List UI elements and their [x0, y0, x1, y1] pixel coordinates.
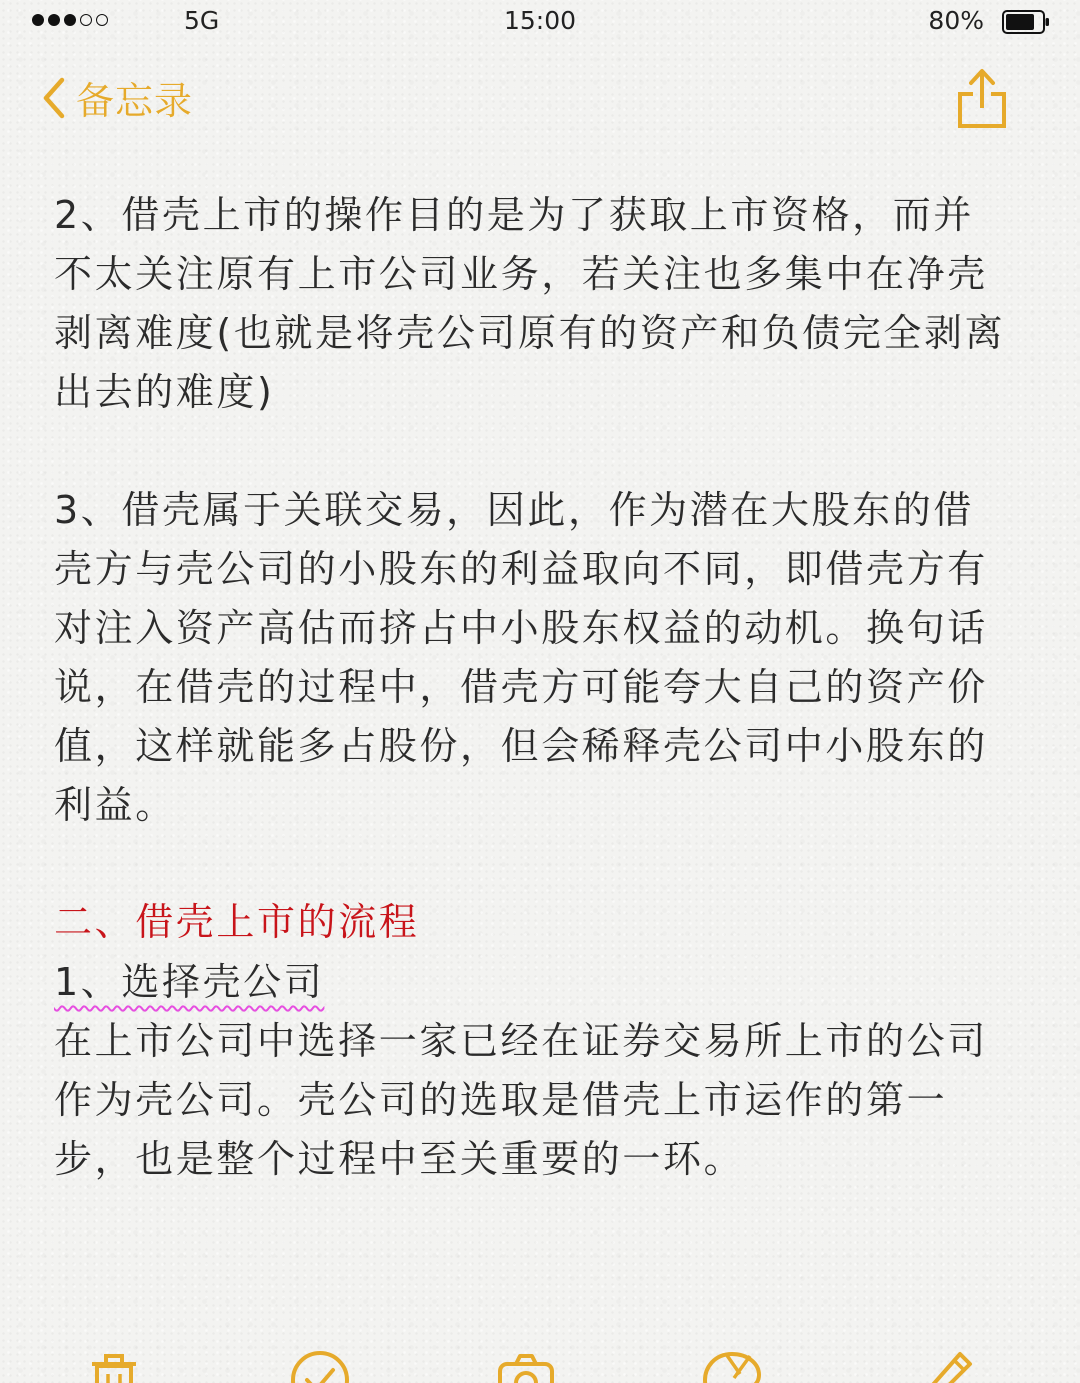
- subheading: 1、选择壳公司: [54, 960, 325, 1004]
- status-time: 15:00: [503, 6, 577, 35]
- bottom-toolbar: [0, 1340, 1080, 1383]
- chevron-left-icon: [40, 76, 68, 120]
- note-paragraph: 3、借壳属于关联交易，因此，作为潜在大股东的借壳方与壳公司的小股东的利益取向不同，即借壳方有对注入资产高估而挤占中小股东权益的动机。换句话说，在借壳的过程中，借壳方可能夸大自己的资产价值，这样就能多占股份，但会稀释壳公司中小股东的利益。: [54, 488, 988, 827]
- status-bar: [0, 0, 1080, 46]
- camera-icon[interactable]: [494, 1348, 558, 1383]
- battery-icon: [1002, 10, 1050, 34]
- compose-icon[interactable]: [916, 1348, 980, 1383]
- trash-icon[interactable]: [82, 1348, 146, 1383]
- note-paragraph: 在上市公司中选择一家已经在证券交易所上市的公司作为壳公司。壳公司的选取是借壳上市运作的第一步，也是整个过程中至关重要的一环。: [54, 1019, 988, 1181]
- network-type: 5G: [184, 6, 220, 35]
- back-button[interactable]: [40, 70, 193, 125]
- battery-percent: 80%: [928, 6, 984, 35]
- palette-icon[interactable]: [700, 1348, 764, 1383]
- checklist-icon[interactable]: [288, 1348, 352, 1383]
- nav-bar: [0, 60, 1080, 140]
- section-heading: 二、借壳上市的流程: [54, 900, 420, 944]
- back-button-label: 备忘录: [76, 79, 194, 123]
- note-paragraph: 2、借壳上市的操作目的是为了获取上市资格，而并不太关注原有上市公司业务，若关注也多集中在净壳剥离难度(也就是将壳公司原有的资产和负债完全剥离出去的难度): [54, 193, 1006, 414]
- share-icon[interactable]: [956, 66, 1008, 130]
